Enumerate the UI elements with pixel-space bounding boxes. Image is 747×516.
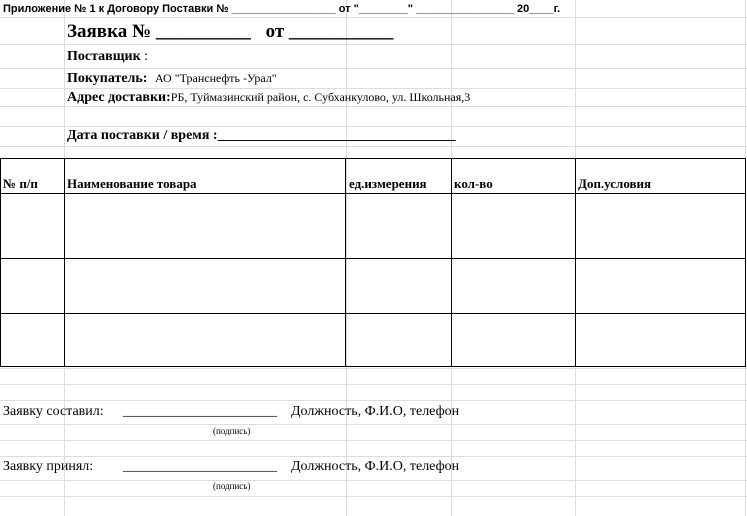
accepted-by-position: Должность, Ф.И.О, телефон <box>291 459 460 474</box>
table-row[interactable] <box>1 194 745 258</box>
buyer-label: Покупатель: <box>67 71 148 86</box>
buyer-value: АО "Транснефть -Урал" <box>154 71 277 85</box>
delivery-row <box>67 129 456 143</box>
supplier-colon: : <box>144 49 149 64</box>
buyer-row <box>67 72 277 86</box>
table-row[interactable] <box>1 314 745 366</box>
compiled-by-position: Должность, Ф.И.О, телефон <box>291 404 460 419</box>
request-number-label: Заявка № <box>67 21 152 42</box>
compiled-by-label: Заявку составил: <box>3 404 104 419</box>
request-date-label: от <box>265 21 285 42</box>
address-value: РБ, Туймазинский район, с. Субханкулово, ул. Школьная,3 <box>170 90 471 104</box>
delivery-blank[interactable]: __________________________________ <box>217 128 456 143</box>
column-header-number: № п/п <box>3 176 38 191</box>
request-title <box>67 22 393 41</box>
compiled-by-signature-blank[interactable]: ______________________ <box>123 404 277 419</box>
column-header-unit: ед.измерения <box>349 176 427 191</box>
request-date-blank[interactable]: ___________ <box>288 21 394 42</box>
delivery-label: Дата поставки / время : <box>67 128 218 143</box>
column-header-conditions: Доп.условия <box>578 176 652 191</box>
address-label: Адрес доставки: <box>67 90 171 105</box>
table-row[interactable] <box>1 259 745 313</box>
column-header-name: Наименование товара <box>67 176 197 191</box>
supplier-row <box>67 50 148 64</box>
contract-appendix-line: Приложение № 1 к Договору Поставки № _________________ от "________" ________________ 20____г. <box>3 3 561 15</box>
compiled-by-caption: (подпись) <box>213 426 251 436</box>
request-number-blank[interactable]: __________ <box>155 21 251 42</box>
accepted-by-signature-blank[interactable]: ______________________ <box>123 459 277 474</box>
supplier-label: Поставщик <box>67 49 141 64</box>
address-row <box>67 91 470 105</box>
column-header-quantity: кол-во <box>454 176 493 191</box>
accepted-by-caption: (подпись) <box>213 481 251 491</box>
accepted-by-label: Заявку принял: <box>3 459 94 474</box>
